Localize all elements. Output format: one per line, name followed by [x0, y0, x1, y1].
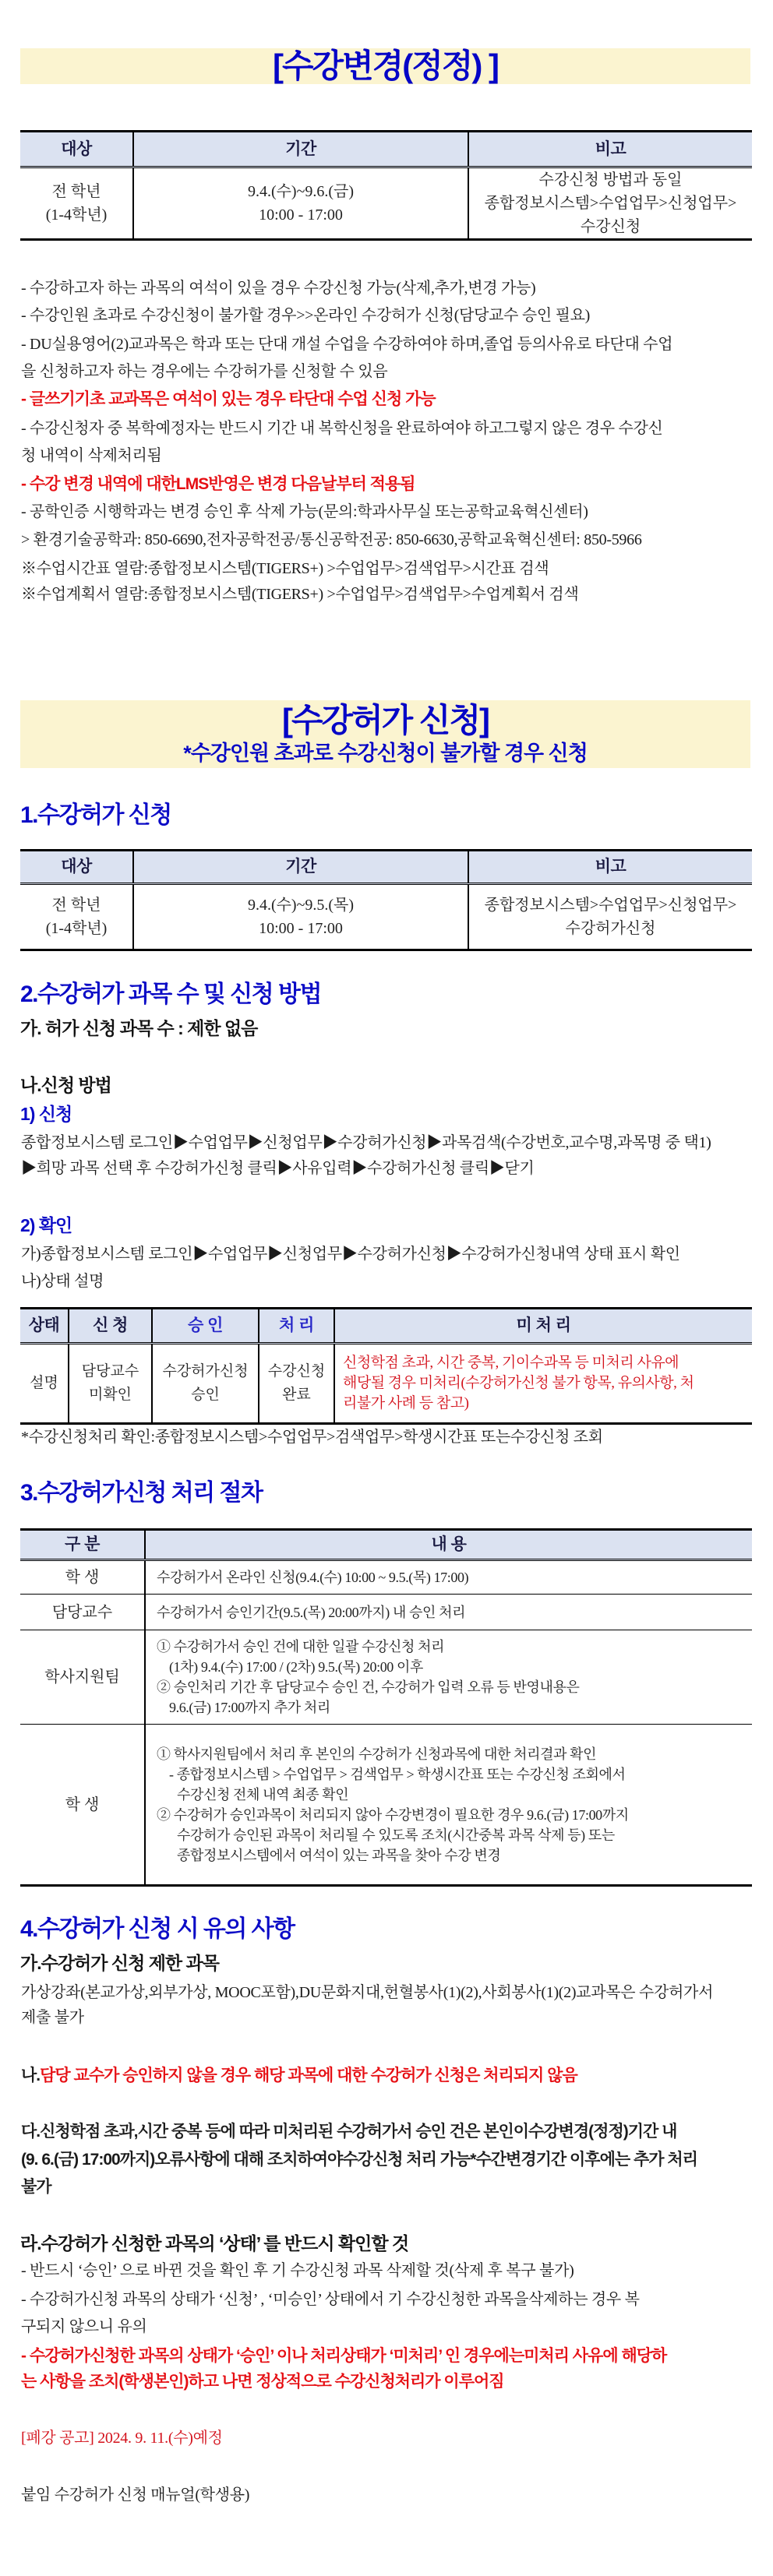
- status-desc-label: 나)상태 설명: [21, 1273, 104, 1290]
- sec4-ga-heading: 가.수강허가 신청 제한 과목: [20, 1953, 219, 1973]
- pending-cell: 신청학점 초과, 시간 중복, 기이수과목 등 미처리 사유에 해당될 경우 미처리(수강허가신청 불가 항목, 유의사항, 처 리불가 사례 등 참고): [334, 1344, 752, 1424]
- process-cell: 수강신청 완료: [259, 1344, 334, 1424]
- closure-notice-line: [폐강 공고] 2024. 9. 11.(수)예정: [21, 2430, 223, 2447]
- apply-flow-line: ▶희망 과목 선택 후 수강허가신청 클릭▶사유입력▶수강허가신청 클릭▶닫기: [21, 1160, 535, 1177]
- status-check-line-red: 는 사항을 조치(학생본인)하고 나면 정상적으로 수강신청처리가 이루어짐: [21, 2373, 504, 2391]
- permission-banner: [20, 700, 750, 768]
- role-cell: 학사지원팀: [20, 1630, 145, 1725]
- role-cell: 학 생: [20, 1725, 145, 1886]
- restricted-courses-line: 가상강좌(본교가상,외부가상, MOOC포함),DU문화지대,헌혈봉사(1)(2),사회봉사(1)(2)교과목은 수강허가서: [21, 1984, 714, 2001]
- sec2-check-heading: 2) 확인: [20, 1215, 72, 1235]
- change-banner-title: [수강변경(정정) ]: [272, 48, 499, 84]
- role-cell: 담당교수: [20, 1595, 145, 1630]
- note-line: 청 내역이 삭제처리됨: [21, 447, 162, 464]
- sec2-apply-heading: 1) 신청: [20, 1104, 72, 1124]
- sec2-na-heading: 나.신청 방법: [20, 1075, 111, 1095]
- sec4-na-line: [21, 2064, 577, 2088]
- table-header-row: [20, 132, 752, 167]
- section-4-heading: 4.수강허가 신청 시 유의 사항: [20, 1916, 295, 1942]
- note-line: - 공학인증 시행학과는 변경 승인 후 삭제 가능(문의:학과사무실 또는공학교육혁신센터): [21, 503, 588, 520]
- col-header-apply: 신 청: [69, 1309, 152, 1344]
- content-cell: ① 학사지원팀에서 처리 후 본인의 수강허가 신청과목에 대한 처리결과 확인 - 종합정보시스템 > 수업업무 > 검색업무 > 학생시간표 또는 수강신청 조회에서 수강신청 전체 내역 최종 확인 ② 수강허가 승인과목이 처리되지 않아 수강변경이 필요한 경우 9.6.(금) 17:00까지 수강허가 승인된 과목이 처리될 수 있도록 조치(시간중복 과목 삭제 등) 또는 종합정보시스템에서 여석이 있는 과목을 찾아 수강 변경: [145, 1725, 752, 1886]
- table-row-professor: [20, 1595, 752, 1630]
- note-line: ※수업계획서 열람:종합정보시스템(TIGERS+) >수업업무>검색업무>수업계획서 검색: [21, 586, 579, 603]
- table-row: [20, 1344, 752, 1424]
- note-line: - 수강인원 초과로 수강신청이 불가할 경우>>온라인 수강허가 신청(담당교수 승인 필요): [21, 307, 591, 324]
- permission-schedule-table: [20, 849, 752, 951]
- section-2-heading: 2.수강허가 과목 수 및 신청 방법: [20, 981, 321, 1007]
- procedure-table: [20, 1528, 752, 1887]
- permission-banner-subtitle: *수강인원 초과로 수강신청이 불가할 경우 신청: [183, 742, 588, 765]
- col-header-pending: 미 처 리: [334, 1309, 752, 1344]
- status-check-line: 구되지 않으니 유의: [21, 2318, 147, 2335]
- status-check-line: - 반드시 ‘승인’ 으로 바뀐 것을 확인 후 기 수강신청 과목 삭제할 것(삭제 후 복구 불가): [21, 2262, 574, 2279]
- table-header-row: [20, 1530, 752, 1560]
- col-header-target: 대상: [20, 851, 133, 884]
- restricted-courses-line: 제출 불가: [21, 2009, 84, 2026]
- note-line: - 수강신청자 중 복학예정자는 반드시 기간 내 복학신청을 완료하여야 하고그렇지 않은 경우 수강신: [21, 420, 663, 437]
- note-line: ※수업시간표 열람:종합정보시스템(TIGERS+) >수업업무>검색업무>시간표 검색: [21, 560, 549, 577]
- check-flow-line: 가)종합정보시스템 로그인▶수업업무▶신청업무▶수강허가신청▶수강허가신청내역 상태 표시 확인: [21, 1246, 680, 1263]
- col-header-role: 구 분: [20, 1530, 145, 1560]
- table-row-student2: [20, 1725, 752, 1886]
- status-table: [20, 1307, 752, 1425]
- sec2-ga-heading: 가. 허가 신청 과목 수 : 제한 없음: [20, 1018, 258, 1038]
- permission-banner-title: [수강허가 신청]: [281, 702, 489, 738]
- table-row: [20, 167, 752, 240]
- content-cell: 수강허가서 온라인 신청(9.4.(수) 10:00 ~ 9.5.(목) 17:00): [145, 1560, 752, 1595]
- attachment-line: 붙임 수강허가 신청 매뉴얼(학생용): [21, 2486, 250, 2504]
- sec4-ra-heading: 라.수강허가 신청한 과목의 ‘상태’ 를 반드시 확인할 것: [20, 2233, 409, 2254]
- note-line-red: - 수강 변경 내역에 대한LMS반영은 변경 다음날부터 적용됨: [21, 475, 415, 493]
- table-row-academic-team: [20, 1630, 752, 1725]
- role-cell: 학 생: [65, 1569, 100, 1586]
- col-header-status: 상태: [20, 1309, 69, 1344]
- na-prefix: 나.: [21, 2067, 41, 2084]
- change-schedule-table: [20, 130, 752, 241]
- table-row-student1: [20, 1560, 752, 1595]
- note-line: - DU실용영어(2)교과목은 학과 또는 단대 개설 수업을 수강하여야 하며,졸업 등의사유로 타단대 수업: [21, 336, 673, 353]
- note-line: > 환경기술공학과: 850-6690,전자공학전공/통신공학전공: 850-6630,공학교육혁신센터: 850-5966: [21, 531, 642, 548]
- col-header-content: 내 용: [145, 1530, 752, 1560]
- table-header-row: [20, 1309, 752, 1344]
- note-cell: 종합정보시스템>수업업무>신청업무> 수강허가신청: [468, 884, 752, 950]
- table-row: [20, 884, 752, 950]
- target-cell: 전 학년 (1-4학년): [45, 897, 108, 937]
- note-line-red: - 글쓰기기초 교과목은 여석이 있는 경우 타단대 수업 신청 가능: [21, 390, 436, 408]
- col-header-period: 기간: [133, 132, 468, 167]
- sec4-da-line: 불가: [21, 2178, 51, 2196]
- target-cell: 전 학년 (1-4학년): [45, 183, 108, 224]
- note-cell: 수강신청 방법과 동일 종합정보시스템>수업업무>신청업무> 수강신청: [468, 167, 752, 240]
- note-line: - 수강하고자 하는 과목의 여석이 있을 경우 수강신청 가능(삭제,추가,변경 가능): [21, 280, 536, 297]
- section-1-heading: 1.수강허가 신청: [20, 802, 171, 828]
- status-check-line: - 수강허가신청 과목의 상태가 ‘신청’ , ‘미승인’ 상태에서 기 수강신청한 과목을삭제하는 경우 복: [21, 2291, 640, 2308]
- col-header-note: 비고: [468, 851, 752, 884]
- col-header-note: 비고: [468, 132, 752, 167]
- sec4-da-line: 다.신청학점 초과,시간 중복 등에 따라 미처리된 수강허가서 승인 건은 본인이수강변경(정정)기간 내: [21, 2123, 677, 2141]
- col-header-target: 대상: [20, 132, 133, 167]
- status-check-line-red: - 수강허가신청한 과목의 상태가 ‘승인’ 이나 처리상태가 ‘미처리’ 인 경우에는미처리 사유에 해당하: [21, 2347, 667, 2365]
- sec4-da-line: (9. 6.(금) 17:00까지)오류사항에 대해 조치하여야수강신청 처리 가능*수간변경기간 이후에는 추가 처리: [21, 2151, 697, 2169]
- period-cell: 9.4.(수)~9.6.(금) 10:00 - 17:00: [133, 167, 468, 240]
- apply-cell: 담당교수 미확인: [69, 1344, 152, 1424]
- change-banner: [20, 48, 750, 84]
- na-warning-text: 담당 교수가 승인하지 않을 경우 해당 과목에 대한 수강허가 신청은 처리되지 않음: [40, 2067, 577, 2084]
- status-label-cell: 설명: [30, 1375, 58, 1391]
- apply-flow-line: 종합정보시스템 로그인▶수업업무▶신청업무▶수강허가신청▶과목검색(수강번호,교수명,과목명 중 택1): [21, 1134, 711, 1151]
- confirm-note-line: *수강신청처리 확인:종합정보시스템>수업업무>검색업무>학생시간표 또는수강신청 조회: [21, 1429, 603, 1446]
- col-header-period: 기간: [133, 851, 468, 884]
- note-line: 을 신청하고자 하는 경우에는 수강허가를 신청할 수 있음: [21, 363, 388, 380]
- table-header-row: [20, 851, 752, 884]
- content-cell: 수강허가서 승인기간(9.5.(목) 20:00까지) 내 승인 처리: [145, 1595, 752, 1630]
- col-header-approve: 승 인: [152, 1309, 259, 1344]
- content-cell: ① 수강허가서 승인 건에 대한 일괄 수강신청 처리 (1차) 9.4.(수) 17:00 / (2차) 9.5.(목) 20:00 이후 ② 승인처리 기간 후 담당교수 승인 건, 수강허가 입력 오류 등 반영내용은 9.6.(금) 17:00까지 추가 처리: [145, 1630, 752, 1725]
- period-cell: 9.4.(수)~9.5.(목) 10:00 - 17:00: [133, 884, 468, 950]
- section-3-heading: 3.수강허가신청 처리 절차: [20, 1480, 263, 1506]
- col-header-process: 처 리: [259, 1309, 334, 1344]
- approve-cell: 수강허가신청 승인: [152, 1344, 259, 1424]
